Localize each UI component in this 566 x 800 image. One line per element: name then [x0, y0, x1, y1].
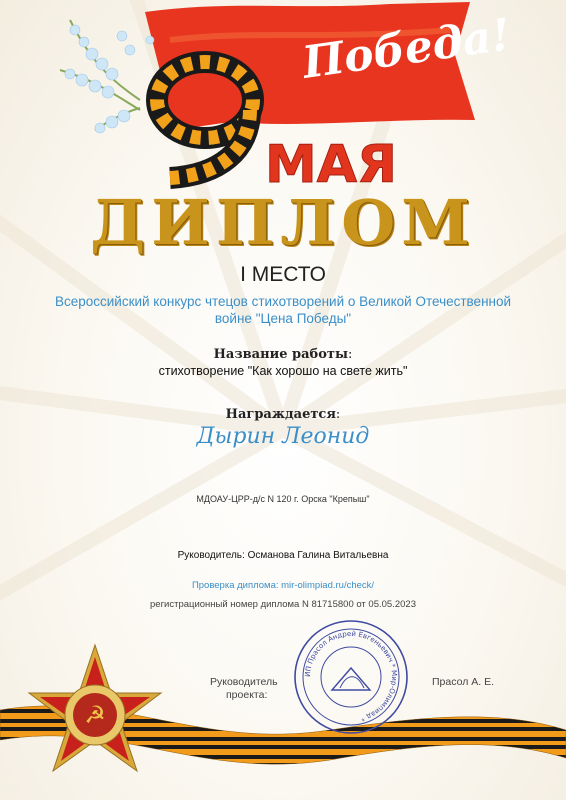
- recipient-name: Дырин Леонид: [196, 424, 370, 449]
- award-label-colon: :: [335, 407, 341, 422]
- registration-number: регистрационный номер диплома N 81715800 от 05.05.2023: [150, 599, 416, 610]
- may-text: МАЯ: [265, 135, 398, 190]
- svg-text:☭: ☭: [84, 701, 106, 729]
- award-label: Награждается: [225, 407, 336, 422]
- signature-label-line1: Руководитель: [210, 676, 278, 688]
- victory-text: Победа!: [299, 9, 514, 89]
- victory-banner: [0, 0, 566, 190]
- work-label-colon: :: [347, 347, 353, 362]
- check-link[interactable]: Проверка диплома: mir-olimpiad.ru/check/: [191, 580, 375, 591]
- contest-name: Всероссийский конкурс чтецов стихотворений о Великой Отечественной войне "Цена Победы": [54, 294, 512, 326]
- organization: МДОАУ-ЦРР-д/с N 120 г. Орска "Крепыш": [196, 494, 370, 504]
- supervisor: Руководитель: Османова Галина Витальевна: [177, 550, 389, 561]
- work-label-row: [0, 345, 566, 363]
- diploma-title: ДИПЛОМ: [90, 186, 476, 259]
- order-medal-icon: [20, 640, 170, 790]
- place-label: I МЕСТО: [240, 263, 326, 286]
- work-label: Название работы: [213, 347, 348, 362]
- signature-label-line2: проекта:: [226, 689, 268, 701]
- svg-text:ИП Прасол Андрей Евгеньевич *: ИП Прасол Андрей Евгеньевич * Мир-Олимпиад *: [303, 629, 399, 723]
- stamp-seal: [292, 618, 410, 736]
- flowers-icon: [60, 20, 154, 133]
- signature-name: Прасол А. Е.: [432, 676, 495, 688]
- signature-label: [210, 676, 278, 702]
- award-label-row: [0, 405, 566, 423]
- work-title: стихотворение "Как хорошо на свете жить": [158, 364, 408, 378]
